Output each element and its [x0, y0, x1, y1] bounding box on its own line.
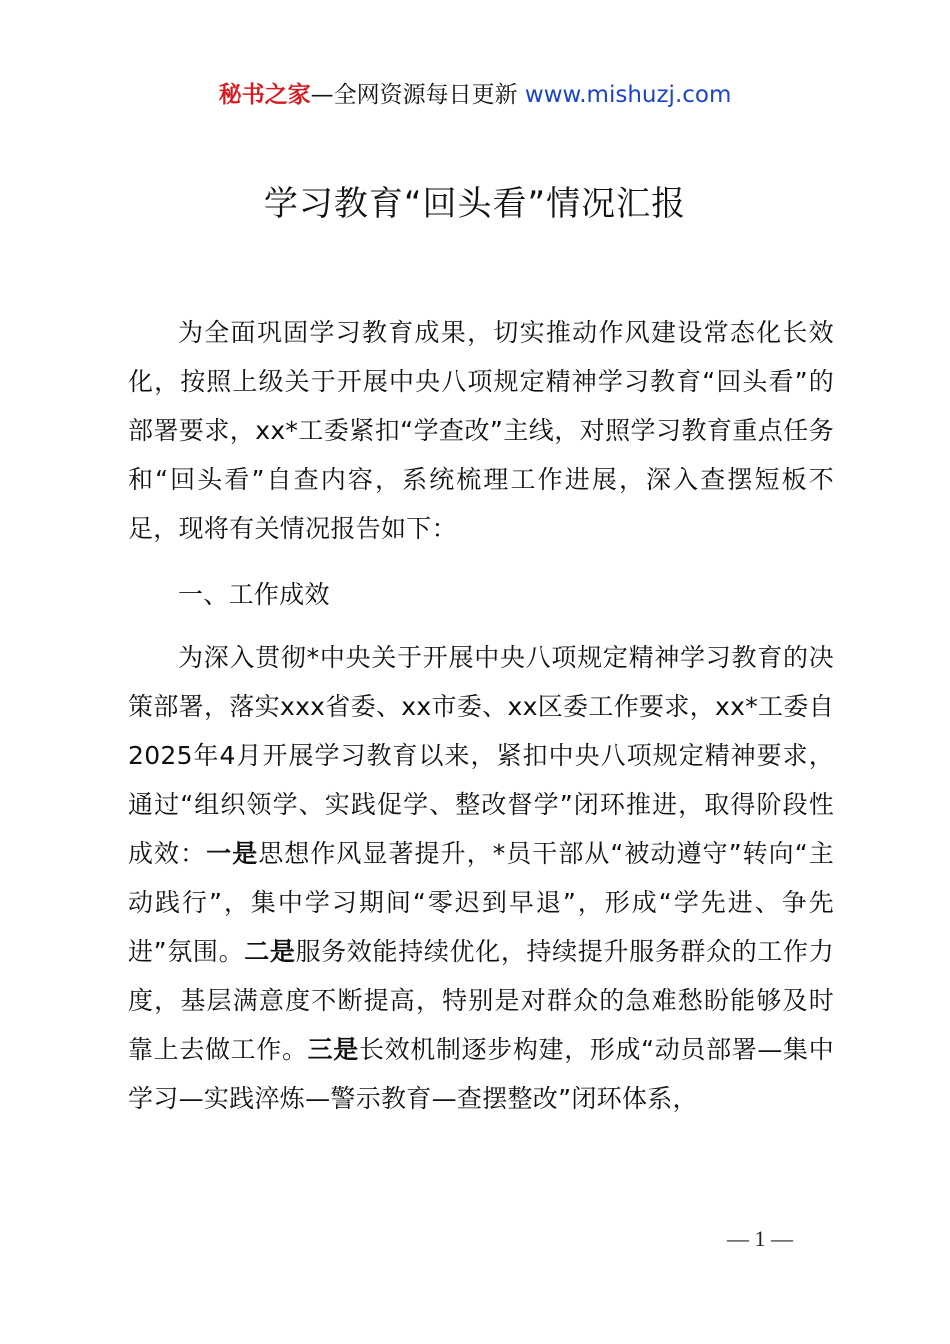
document-title: 学习教育“回头看”情况汇报 — [263, 184, 687, 224]
brand-name: 秘书之家 — [218, 82, 311, 108]
header-slogan: —全网资源每日更新 — [310, 82, 518, 108]
site-url-link[interactable]: www.mishuzj.com — [524, 82, 732, 108]
paragraph-text: 为深入贯彻*中央关于开展中央八项规定精神学习教育的决策部署，落实xxx省委、xx市委、xx区委工作要求，xx*工委自2025年4月开展学习教育以来，紧扣中央八项规定精神要求，通过“组织领学、实践促学、整改督学”闭环推进，取得阶段性成效： — [128, 643, 834, 868]
document-body — [128, 308, 834, 1123]
intro-paragraph: 为全面巩固学习教育成果，切实推动作风建设常态化长效化，按照上级关于开展中央八项规定精神学习教育“回头看”的部署要求，xx*工委紧扣“学查改”主线，对照学习教育重点任务和“回头看”自查内容，系统梳理工作进展，深入查摆短板不足，现将有关情况报告如下： — [128, 318, 834, 543]
paragraph-text: 长效机制逐步构建，形成“动员部署—集中学习—实践淬炼—警示教育—查摆整改”闭环体系， — [128, 1035, 835, 1113]
paragraph-text: 服务效能持续优化，持续提升服务群众的工作力度，基层满意度不断提高，特别是对群众的急难愁盼能够及时靠上去做工作。 — [128, 937, 834, 1064]
bold-marker-2: 二是 — [244, 937, 296, 966]
bold-marker-1: 一是 — [206, 839, 259, 868]
paragraph-text: 思想作风显著提升，*员干部从“被动遵守”转向“主动践行”，集中学习期间“零迟到早退”，形成“学先进、争先进”氛围。 — [128, 839, 835, 966]
section-heading: 一、工作成效 — [178, 580, 330, 609]
achievements-paragraph — [128, 633, 834, 1123]
page-number: — 1 — — [727, 1226, 793, 1251]
site-header — [0, 80, 950, 110]
bold-marker-3: 三是 — [307, 1035, 359, 1064]
